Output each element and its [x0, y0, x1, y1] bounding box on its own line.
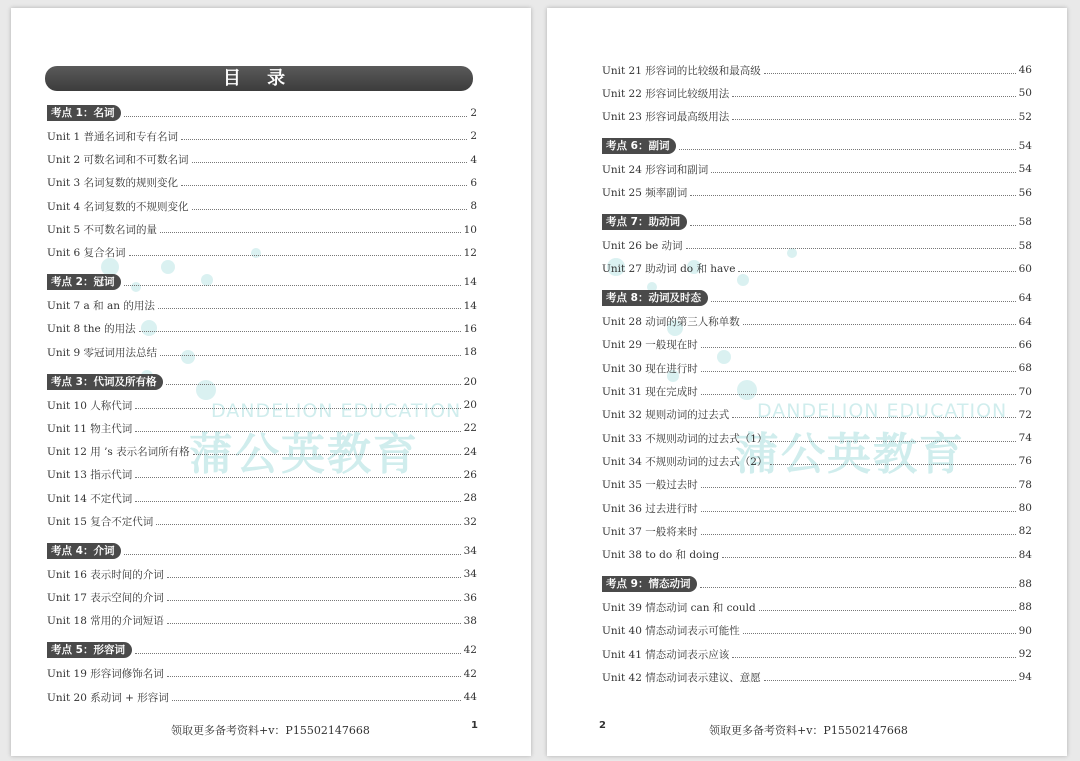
toc-unit-row: [602, 108, 1032, 126]
dot-leader: [701, 511, 1016, 512]
dot-leader: [135, 431, 460, 432]
toc-unit-row: [602, 622, 1032, 640]
toc-unit-row: [602, 522, 1032, 540]
toc-unit-row: [602, 429, 1032, 447]
watermark-chinese: 蒲公英教育: [189, 429, 419, 480]
toc-unit-row: [47, 589, 477, 607]
unit-label: Unit 26 be 动词: [602, 240, 683, 252]
section-label: 考点 2：冠词: [47, 274, 121, 290]
toc-unit-row: [47, 489, 477, 507]
dot-leader: [124, 285, 460, 286]
toc-section-row: [47, 373, 477, 391]
page-ref: 12: [463, 246, 477, 259]
toc-unit-row: [602, 237, 1032, 255]
unit-label: Unit 37 一般将来时: [602, 525, 698, 538]
toc-section-row: [47, 542, 477, 560]
toc-unit-row: [47, 513, 477, 531]
unit-label: Unit 15 复合不定代词: [47, 516, 154, 528]
page-number: 1: [471, 720, 478, 731]
page-ref: 50: [1018, 87, 1032, 100]
page-ref: 80: [1018, 502, 1032, 514]
page-ref: 56: [1018, 186, 1032, 199]
dot-leader: [124, 554, 460, 555]
dot-leader: [701, 394, 1016, 395]
dot-leader: [135, 653, 461, 654]
toc-unit-row: [47, 244, 477, 262]
unit-label: Unit 1 普通名词和专有名词: [47, 130, 179, 143]
unit-label: Unit 8 the 的用法: [47, 323, 136, 336]
page-ref: 42: [463, 667, 477, 680]
unit-label: Unit 25 频率副词: [602, 187, 688, 200]
page-ref: 28: [463, 492, 477, 505]
page-ref: 18: [463, 346, 477, 359]
toc-section-row: [47, 641, 477, 659]
unit-label: Unit 4 名词复数的不规则变化: [47, 200, 189, 213]
page-ref: 8: [470, 200, 477, 213]
section-label: 考点 8：动词及时态: [602, 290, 708, 306]
toc-section-row: [602, 213, 1032, 231]
dot-leader: [172, 700, 461, 701]
page-ref: 68: [1018, 362, 1032, 375]
watermark-chinese: 蒲公英教育: [735, 429, 965, 480]
unit-label: Unit 41 情态动词表示应该: [602, 648, 730, 661]
page-ref: 6: [470, 176, 477, 189]
toc-unit-row: [602, 383, 1032, 401]
section-label: 考点 5：形容词: [47, 642, 132, 658]
page-ref: 2: [470, 130, 477, 143]
unit-label: Unit 40 情态动词表示可能性: [602, 625, 740, 638]
page-ref: 44: [463, 691, 477, 703]
page-ref: 32: [463, 515, 477, 528]
toc-section-row: [47, 104, 477, 122]
dot-leader: [158, 308, 461, 309]
page-number: 2: [599, 720, 606, 731]
dot-leader: [701, 371, 1016, 372]
unit-label: Unit 17 表示空间的介词: [47, 592, 164, 605]
dot-leader: [135, 501, 460, 502]
dot-leader: [167, 676, 461, 677]
toc-page-1: [11, 8, 531, 756]
toc-unit-row: [47, 127, 477, 145]
toc-unit-row: [47, 565, 477, 583]
unit-label: Unit 34 不规则动词的过去式（2）: [602, 455, 768, 468]
dot-leader: [764, 680, 1016, 681]
section-label: 考点 6：副词: [602, 138, 676, 154]
page-footer: 领取更多备考资料+v：P15502147668: [171, 724, 370, 737]
toc-unit-row: [602, 260, 1032, 278]
dot-leader: [690, 225, 1016, 226]
dot-leader: [192, 209, 468, 210]
page-ref: 74: [1018, 432, 1032, 445]
unit-label: Unit 38 to do 和 doing: [602, 549, 720, 562]
page-ref: 90: [1018, 624, 1032, 637]
page-ref: 76: [1018, 455, 1032, 468]
toc-section-row: [602, 575, 1032, 593]
page-ref: 78: [1018, 478, 1032, 491]
page-ref: 16: [463, 322, 477, 335]
unit-label: Unit 20 系动词 + 形容词: [47, 691, 169, 704]
page-ref: 20: [463, 375, 477, 388]
toc-unit-row: [47, 320, 477, 338]
dot-leader: [192, 162, 468, 163]
dot-leader: [160, 232, 461, 233]
dot-leader: [181, 185, 467, 186]
dot-leader: [700, 587, 1015, 588]
dot-leader: [193, 454, 461, 455]
page-ref: 52: [1018, 110, 1032, 123]
dot-leader: [732, 417, 1015, 418]
dot-leader: [759, 610, 1016, 611]
toc-unit-row: [602, 336, 1032, 354]
dot-leader: [770, 441, 1015, 442]
toc-unit-row: [47, 343, 477, 361]
unit-label: Unit 29 一般现在时: [602, 339, 698, 352]
page-ref: 20: [463, 399, 477, 411]
page-ref: 88: [1018, 601, 1032, 614]
page-ref: 58: [1018, 239, 1032, 252]
toc-unit-row: [602, 476, 1032, 494]
unit-label: Unit 27 助动词 do 和 have: [602, 263, 736, 276]
unit-label: Unit 32 规则动词的过去式: [602, 409, 730, 422]
page-ref: 14: [463, 276, 477, 289]
unit-label: Unit 12 用 ’s 表示名词所有格: [47, 446, 190, 459]
toc-unit-row: [602, 406, 1032, 424]
page-ref: 60: [1018, 262, 1032, 275]
page-ref: 92: [1018, 648, 1032, 660]
dot-leader: [701, 487, 1016, 488]
page-ref: 34: [463, 568, 477, 581]
section-label: 考点 7：助动词: [602, 214, 687, 230]
unit-label: Unit 39 情态动词 can 和 could: [602, 601, 756, 614]
dot-leader: [181, 139, 467, 140]
unit-label: Unit 5 不可数名词的量: [47, 224, 158, 236]
page-footer: 领取更多备考资料+v：P15502147668: [709, 724, 908, 737]
unit-label: Unit 9 零冠词用法总结: [47, 346, 158, 359]
page-ref: 70: [1018, 385, 1032, 398]
dot-leader: [135, 408, 460, 409]
toc-unit-row: [602, 598, 1032, 616]
page-ref: 54: [1018, 163, 1032, 176]
toc-unit-row: [602, 359, 1032, 377]
unit-label: Unit 36 过去进行时: [602, 502, 698, 515]
unit-label: Unit 3 名词复数的规则变化: [47, 177, 179, 190]
page-ref: 38: [463, 614, 477, 627]
toc-unit-row: [602, 668, 1032, 686]
toc-unit-row: [47, 466, 477, 484]
dot-leader: [732, 119, 1015, 120]
unit-label: Unit 21 形容词的比较级和最高级: [602, 64, 761, 77]
dot-leader: [701, 347, 1016, 348]
dot-leader: [743, 633, 1016, 634]
unit-label: Unit 33 不规则动词的过去式（1）: [602, 432, 768, 445]
unit-label: Unit 35 一般过去时: [602, 479, 698, 492]
dot-leader: [139, 331, 461, 332]
unit-label: Unit 2 可数名词和不可数名词: [47, 154, 189, 167]
toc-unit-row: [602, 645, 1032, 663]
toc-unit-row: [47, 396, 477, 414]
toc-unit-row: [602, 160, 1032, 178]
page-ref: 42: [463, 644, 477, 657]
page-ref: 88: [1018, 578, 1032, 591]
dot-leader: [732, 657, 1015, 658]
toc-section-row: [602, 137, 1032, 155]
unit-label: Unit 23 形容词最高级用法: [602, 111, 730, 124]
page-ref: 58: [1018, 216, 1032, 229]
toc-section-row: [602, 289, 1032, 307]
toc-unit-row: [47, 297, 477, 315]
watermark-english: DANDELION EDUCATION: [757, 400, 1008, 422]
toc-unit-row: [602, 61, 1032, 79]
unit-label: Unit 19 形容词修饰名词: [47, 668, 164, 681]
dot-leader: [711, 301, 1016, 302]
page-ref: 26: [463, 468, 477, 481]
dot-leader: [690, 195, 1015, 196]
toc-unit-row: [47, 151, 477, 169]
toc-page-2: [547, 8, 1067, 756]
toc-unit-row: [602, 313, 1032, 331]
dot-leader: [167, 623, 461, 624]
toc-title: 目 录: [45, 66, 473, 91]
unit-label: Unit 42 情态动词表示建议、意愿: [602, 671, 761, 684]
toc-unit-row: [602, 84, 1032, 102]
section-label: 考点 3：代词及所有格: [47, 374, 163, 390]
dot-leader: [711, 172, 1015, 173]
page-ref: 46: [1018, 64, 1032, 76]
unit-label: Unit 30 现在进行时: [602, 362, 698, 375]
page-ref: 54: [1018, 140, 1032, 153]
toc-unit-row: [47, 221, 477, 239]
dot-leader: [135, 477, 460, 478]
toc-unit-row: [47, 197, 477, 215]
unit-label: Unit 31 现在完成时: [602, 386, 698, 398]
unit-label: Unit 24 形容词和副词: [602, 163, 709, 176]
page-ref: 94: [1018, 671, 1032, 684]
page-ref: 66: [1018, 338, 1032, 351]
unit-label: Unit 18 常用的介词短语: [47, 615, 164, 628]
toc-unit-row: [47, 174, 477, 192]
dot-leader: [764, 73, 1016, 74]
section-label: 考点 1：名词: [47, 105, 121, 121]
dot-leader: [732, 96, 1015, 97]
dot-leader: [738, 271, 1015, 272]
toc-unit-row: [47, 419, 477, 437]
watermark-english: DANDELION EDUCATION: [211, 400, 462, 422]
dot-leader: [722, 557, 1015, 558]
dot-leader: [129, 255, 461, 256]
unit-label: Unit 6 复合名词: [47, 247, 126, 260]
page-ref: 34: [463, 545, 477, 557]
unit-label: Unit 28 动词的第三人称单数: [602, 316, 740, 329]
dot-leader: [679, 149, 1015, 150]
toc-unit-row: [47, 688, 477, 706]
page-ref: 10: [463, 223, 477, 236]
toc-unit-row: [602, 452, 1032, 470]
unit-label: Unit 13 指示代词: [47, 469, 133, 482]
dot-leader: [156, 524, 460, 525]
toc-unit-row: [602, 184, 1032, 202]
page-ref: 24: [463, 445, 477, 458]
unit-label: Unit 11 物主代词: [47, 422, 133, 435]
page-ref: 36: [463, 591, 477, 604]
dot-leader: [686, 248, 1016, 249]
unit-label: Unit 22 形容词比较级用法: [602, 87, 730, 100]
page-ref: 64: [1018, 315, 1032, 328]
toc-unit-row: [47, 665, 477, 683]
dot-leader: [743, 324, 1016, 325]
dot-leader: [770, 464, 1015, 465]
dot-leader: [166, 384, 460, 385]
page-ref: 2: [470, 107, 477, 119]
unit-label: Unit 14 不定代词: [47, 492, 133, 505]
dot-leader: [167, 577, 461, 578]
section-label: 考点 9：情态动词: [602, 576, 697, 592]
toc-section-row: [47, 273, 477, 291]
page-ref: 82: [1018, 525, 1032, 538]
dot-leader: [124, 116, 467, 117]
page-ref: 4: [470, 153, 477, 166]
dot-leader: [701, 534, 1016, 535]
page-ref: 64: [1018, 292, 1032, 305]
toc-unit-row: [47, 612, 477, 630]
section-label: 考点 4：介词: [47, 543, 121, 559]
page-ref: 22: [463, 422, 477, 435]
unit-label: Unit 16 表示时间的介词: [47, 568, 164, 581]
unit-label: Unit 10 人称代词: [47, 399, 133, 412]
dot-leader: [160, 355, 461, 356]
page-ref: 14: [463, 299, 477, 312]
toc-unit-row: [47, 443, 477, 461]
toc-unit-row: [602, 546, 1032, 564]
unit-label: Unit 7 a 和 an 的用法: [47, 300, 155, 313]
page-ref: 72: [1018, 408, 1032, 421]
toc-unit-row: [602, 499, 1032, 517]
dot-leader: [167, 600, 461, 601]
page-ref: 84: [1018, 548, 1032, 561]
